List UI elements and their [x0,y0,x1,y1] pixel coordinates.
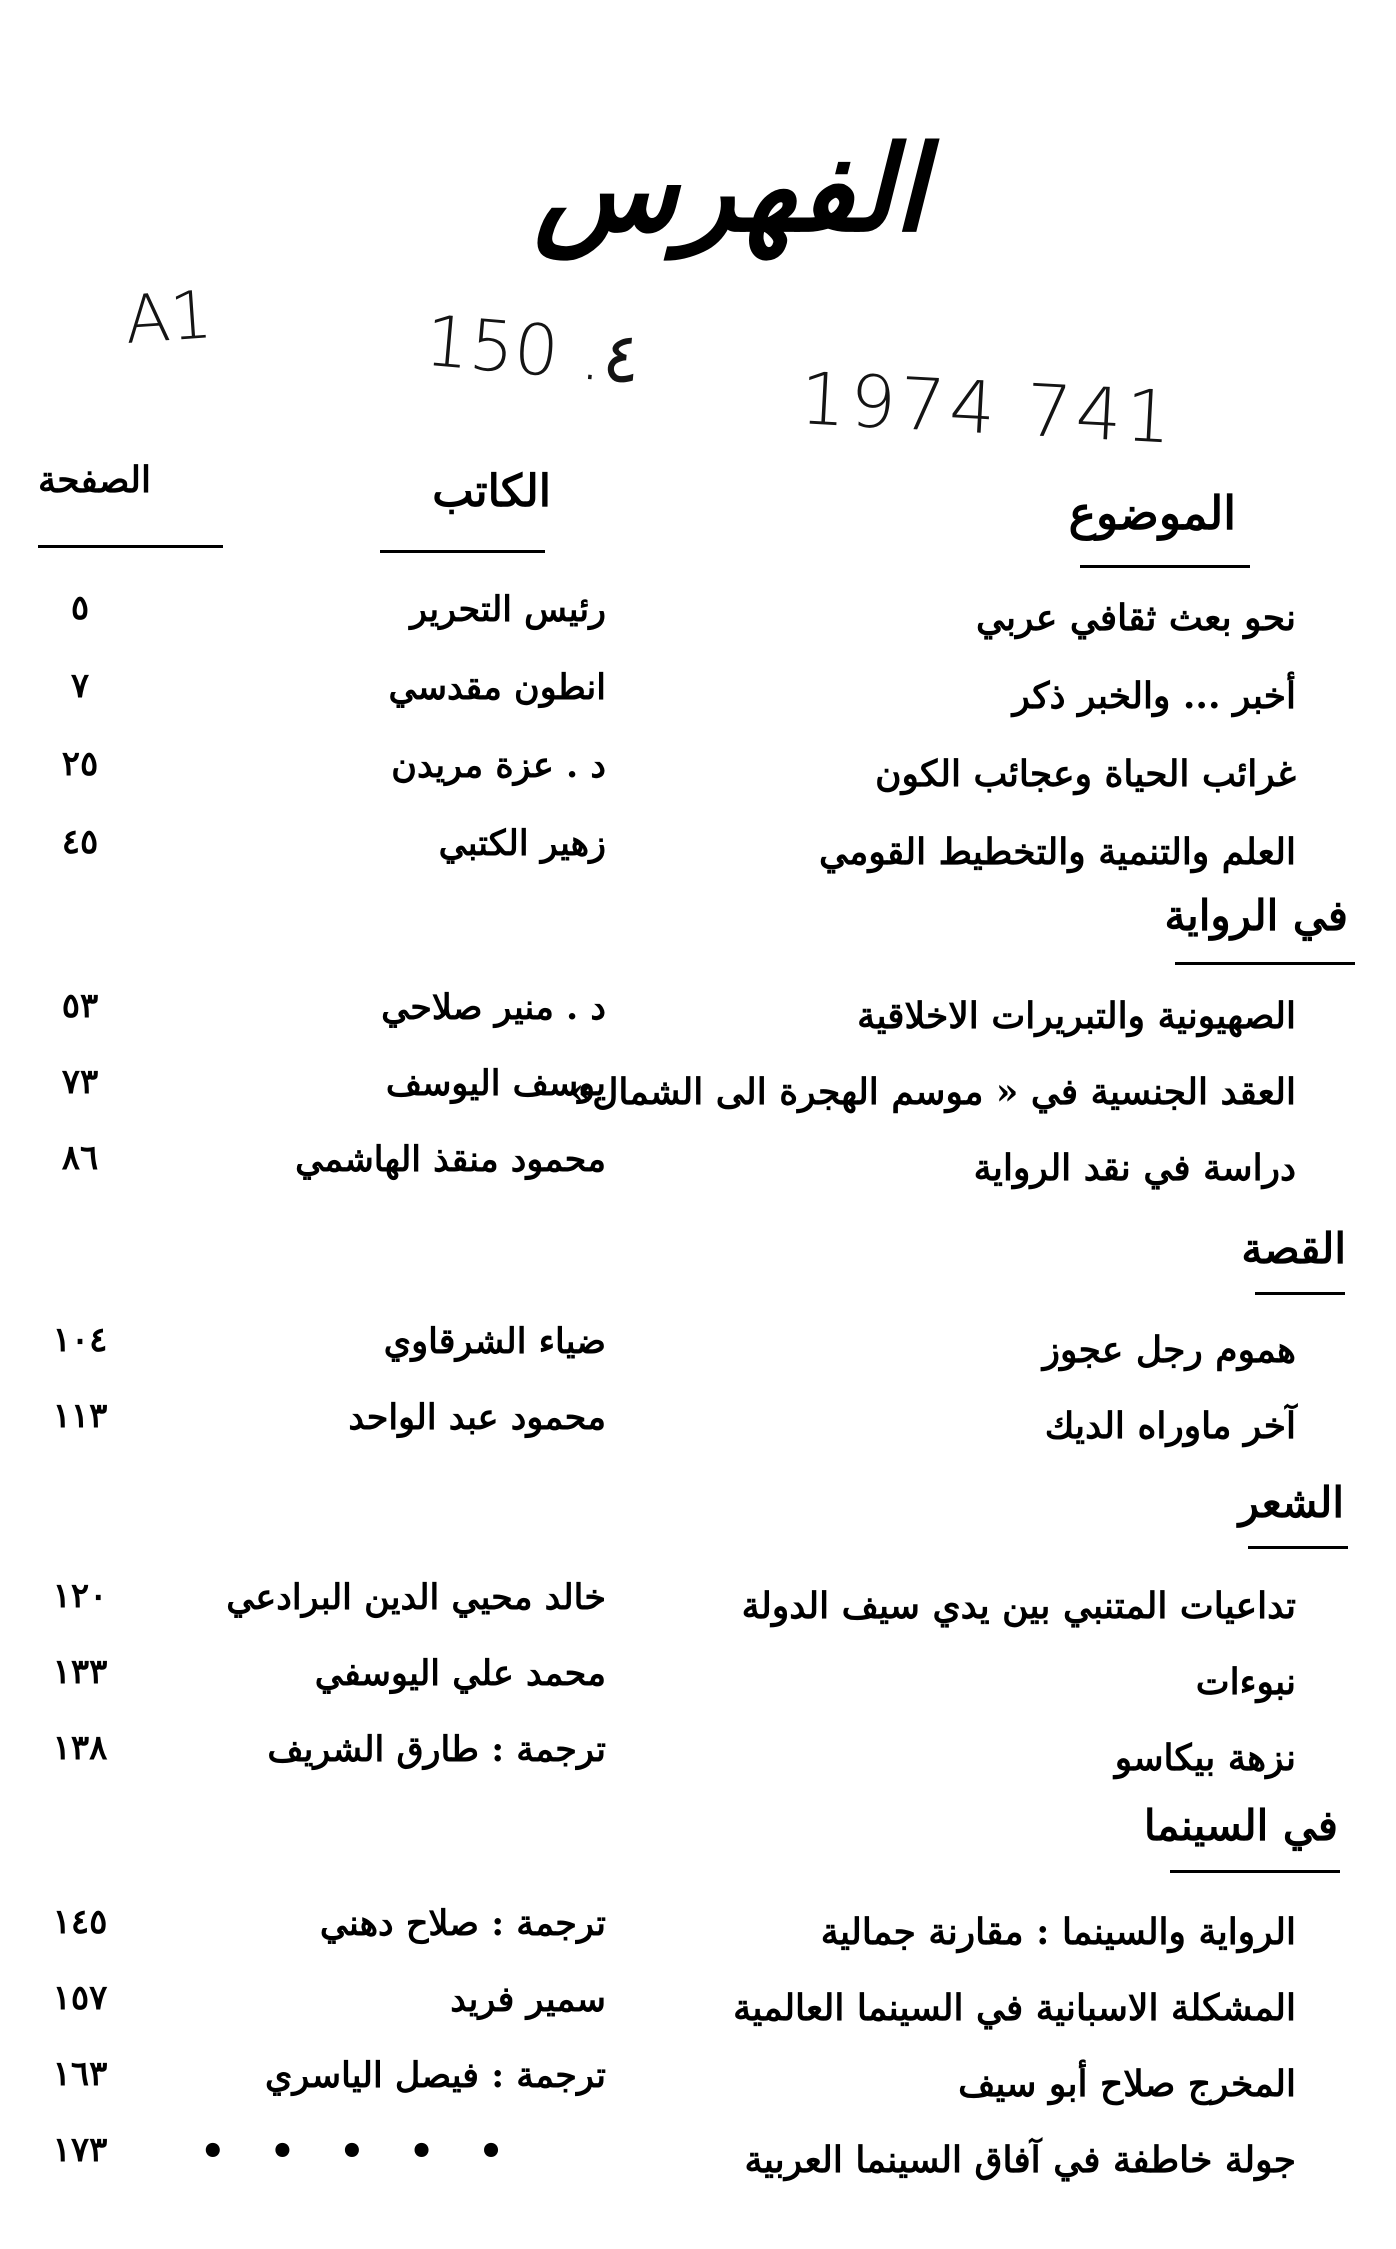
section-heading-poetry: الشعر [1238,1478,1344,1527]
entry-page: ١٥٧ [52,1978,108,2018]
entry-author: د . عزة مريدن [391,745,606,786]
entry-topic: المشكلة الاسبانية في السينما العالمية [733,1987,1296,2029]
entry-topic: دراسة في نقد الرواية [973,1147,1296,1189]
entry-author: ضياء الشرقاوي [383,1321,606,1362]
entry-topic: آخر ماوراه الديك [1044,1405,1296,1447]
entry-author: محمود عبد الواحد [348,1397,606,1438]
entry-topic: أخبر ... والخبر ذكر [1012,675,1296,717]
entry-author: ترجمة : صلاح دهني [319,1903,606,1944]
toc-row [0,666,1396,726]
entry-topic: نحو بعث ثقافي عربي [976,597,1296,639]
page-title: الفهرس [534,119,926,258]
entry-page: ٧٣ [61,1062,99,1102]
entry-author: زهير الكتبي [438,823,606,864]
handwritten-note-1: A1 [122,276,215,359]
entry-page: ١٦٣ [52,2054,108,2094]
entry-topic: غرائب الحياة وعجائب الكون [875,753,1296,795]
entry-page: ١٣٨ [52,1728,108,1768]
entry-author: محمود منقذ الهاشمي [295,1139,606,1180]
header-underline-page [38,545,223,548]
entry-topic: هموم رجل عجوز [1042,1329,1296,1371]
toc-row [0,1396,1396,1456]
header-underline-topic [1080,565,1250,568]
entry-topic: تداعيات المتنبي بين يدي سيف الدولة [741,1585,1296,1627]
section-heading-cinema: في السينما [1143,1801,1338,1850]
section-underline-cinema [1170,1870,1340,1873]
entry-topic: الصهيونية والتبريرات الاخلاقية [857,995,1296,1037]
header-underline-author [380,550,545,553]
entry-author: ترجمة : طارق الشريف [267,1729,606,1770]
entry-author: سمير فريد [450,1979,606,2020]
section-underline-story [1255,1292,1345,1295]
toc-row [0,2054,1396,2114]
entry-author: ترجمة : فيصل الياسري [265,2055,606,2096]
entry-topic: العقد الجنسية في « موسم الهجرة الى الشمال» [569,1071,1296,1113]
toc-row [0,1728,1396,1788]
toc-row [0,822,1396,882]
entry-topic: الرواية والسينما : مقارنة جمالية [820,1911,1296,1953]
entry-author: محمد علي اليوسفي [314,1653,606,1694]
entry-page: ١٧٣ [52,2130,108,2170]
toc-row [0,1652,1396,1712]
toc-row [0,588,1396,648]
entry-page: ٢٥ [61,744,99,784]
toc-row [0,744,1396,804]
entry-topic: المخرج صلاح أبو سيف [958,2063,1296,2105]
toc-row [0,1320,1396,1380]
section-heading-novel: في الرواية [1164,891,1348,940]
column-header-topic: الموضوع [1068,486,1236,540]
column-header-page: الصفحة [38,459,151,501]
entry-author: د . منير صلاحي [381,987,606,1028]
entry-topic: جولة خاطفة في آفاق السينما العربية [744,2139,1296,2181]
toc-row [0,1902,1396,1962]
entry-page: ٨٦ [61,1138,99,1178]
toc-row [0,986,1396,1046]
entry-topic: نبوءات [1195,1661,1296,1703]
column-header-author: الكاتب [432,466,551,517]
toc-row [0,1062,1396,1122]
entry-author: خالد محيي الدين البرادعي [226,1577,606,1618]
entry-topic: نزهة بيكاسو [1114,1737,1296,1779]
toc-row [0,2130,1396,2190]
entry-page: ٥٣ [61,986,99,1026]
entry-page: ١٢٠ [52,1576,108,1616]
toc-row [0,1978,1396,2038]
section-underline-novel [1175,962,1355,965]
handwritten-note-2: 150 .٤ [421,299,644,401]
section-heading-story: القصة [1241,1224,1346,1273]
entry-page: ١١٣ [52,1396,108,1436]
entry-page: ١٠٤ [52,1320,108,1360]
handwritten-note-3: 1974 741 [798,356,1178,460]
entry-topic: العلم والتنمية والتخطيط القومي [819,831,1296,873]
entry-author: انطون مقدسي [388,667,606,708]
entry-page: ١٣٣ [52,1652,108,1692]
section-underline-poetry [1248,1546,1348,1549]
dot-leader: ••••• [200,2128,548,2175]
entry-page: ١٤٥ [52,1902,108,1942]
entry-page: ٧ [70,666,90,706]
toc-row [0,1138,1396,1198]
entry-page: ٤٥ [61,822,99,862]
entry-author: رئيس التحرير [410,589,606,630]
entry-page: ٥ [70,588,90,628]
toc-row [0,1576,1396,1636]
entry-author: يوسف اليوسف [385,1063,606,1104]
